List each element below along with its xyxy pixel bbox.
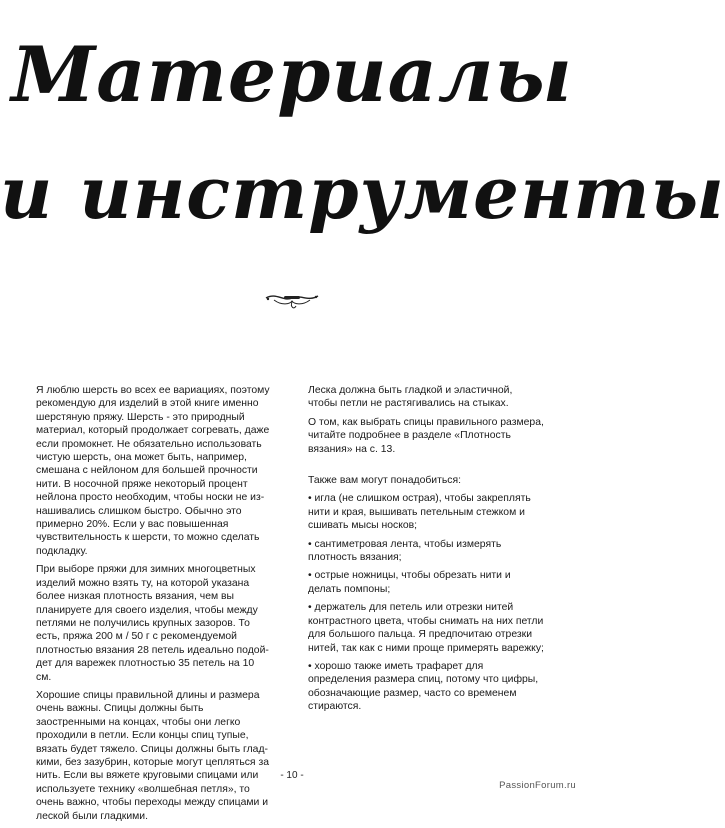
list-item: • держатель для петель или отрезки нитей контрастного цвета, чтобы снимать на них петли для большого пальца. Я предпочитаю отрезки нитей, так как с ними проще примерять варежку; — [308, 602, 544, 654]
list-item: • сантиметровая лента, чтобы измерять плотность вязания; — [308, 538, 502, 564]
list-item: • игла (не слишком острая), чтобы закреплять нити и края, вышивать петельным стежком и сшивать мысы носков; — [308, 493, 531, 532]
left-column — [36, 384, 272, 828]
title-line-2: и инструменты — [0, 150, 725, 235]
watermark: PassionForum.ru — [499, 780, 576, 791]
paragraph: При выборе пряжи для зимних многоцветных изделий можно взять ту, на которой указана более низкая плотность вязания, чем вы планируете для своего изделия, чтобы между петлями не получились крупных зазоров. То есть, пряжа 200 м / 50 г с рекомендуемой плотностью вязания 28 петель идеально подойдет для варежек плотностью 35 петель на 10 см. — [36, 564, 269, 683]
flourish-ornament-icon — [262, 290, 322, 312]
list-item: • острые ножницы, чтобы обрезать нити и делать помпоны; — [308, 570, 511, 595]
paragraph: Я люблю шерсть во всех ее вариациях, поэтому рекомендую для изделий в этой книге именно шерстяную пряжу. Шерсть - это природный материал, который продолжает согревать, даже если промокнет. Не обязательно использовать чистую шерсть, она может быть, например, смешана с нейлоном для большей прочности нити. В носочной пряже некоторый процент нейлона просто необходим, чтобы носки не изнашивались слишком быстро. Обычно это примерно 20%. Если у вас повышенная чувствительность к шерсти, то можно сделать подкладку. — [36, 385, 270, 557]
list-item: • хорошо также иметь трафарет для определения размера спиц, потому что цифры, обозначающие размер, часто со временем стираются. — [308, 660, 539, 713]
list-intro: Также вам могут понадобиться: — [308, 475, 461, 487]
paragraph: Леска должна быть гладкой и эластичной, чтобы петли не растягивались на стыках. — [308, 385, 513, 410]
title-line-1: Материалы — [11, 30, 573, 119]
paragraph: Хорошие спицы правильной длины и размера очень важны. Спицы должны быть заостренными на концах, чтобы они легко проходили в петли. Если концы спиц тупые, вязать будет тяжело. Спицы должны быть гладкими, без зазубрин, которые могут цепляться за нить. Если вы вяжете круговыми спицами или используете технику «волшебная петля», то очень важно, чтобы переходы между спицами и леской были гладкими. — [36, 689, 269, 822]
paragraph: О том, как выбрать спицы правильного размера, читайте подробнее в разделе «Плотность вязания» на с. 13. — [308, 416, 544, 455]
right-column — [308, 384, 544, 719]
page-number: - 10 - — [280, 770, 304, 781]
